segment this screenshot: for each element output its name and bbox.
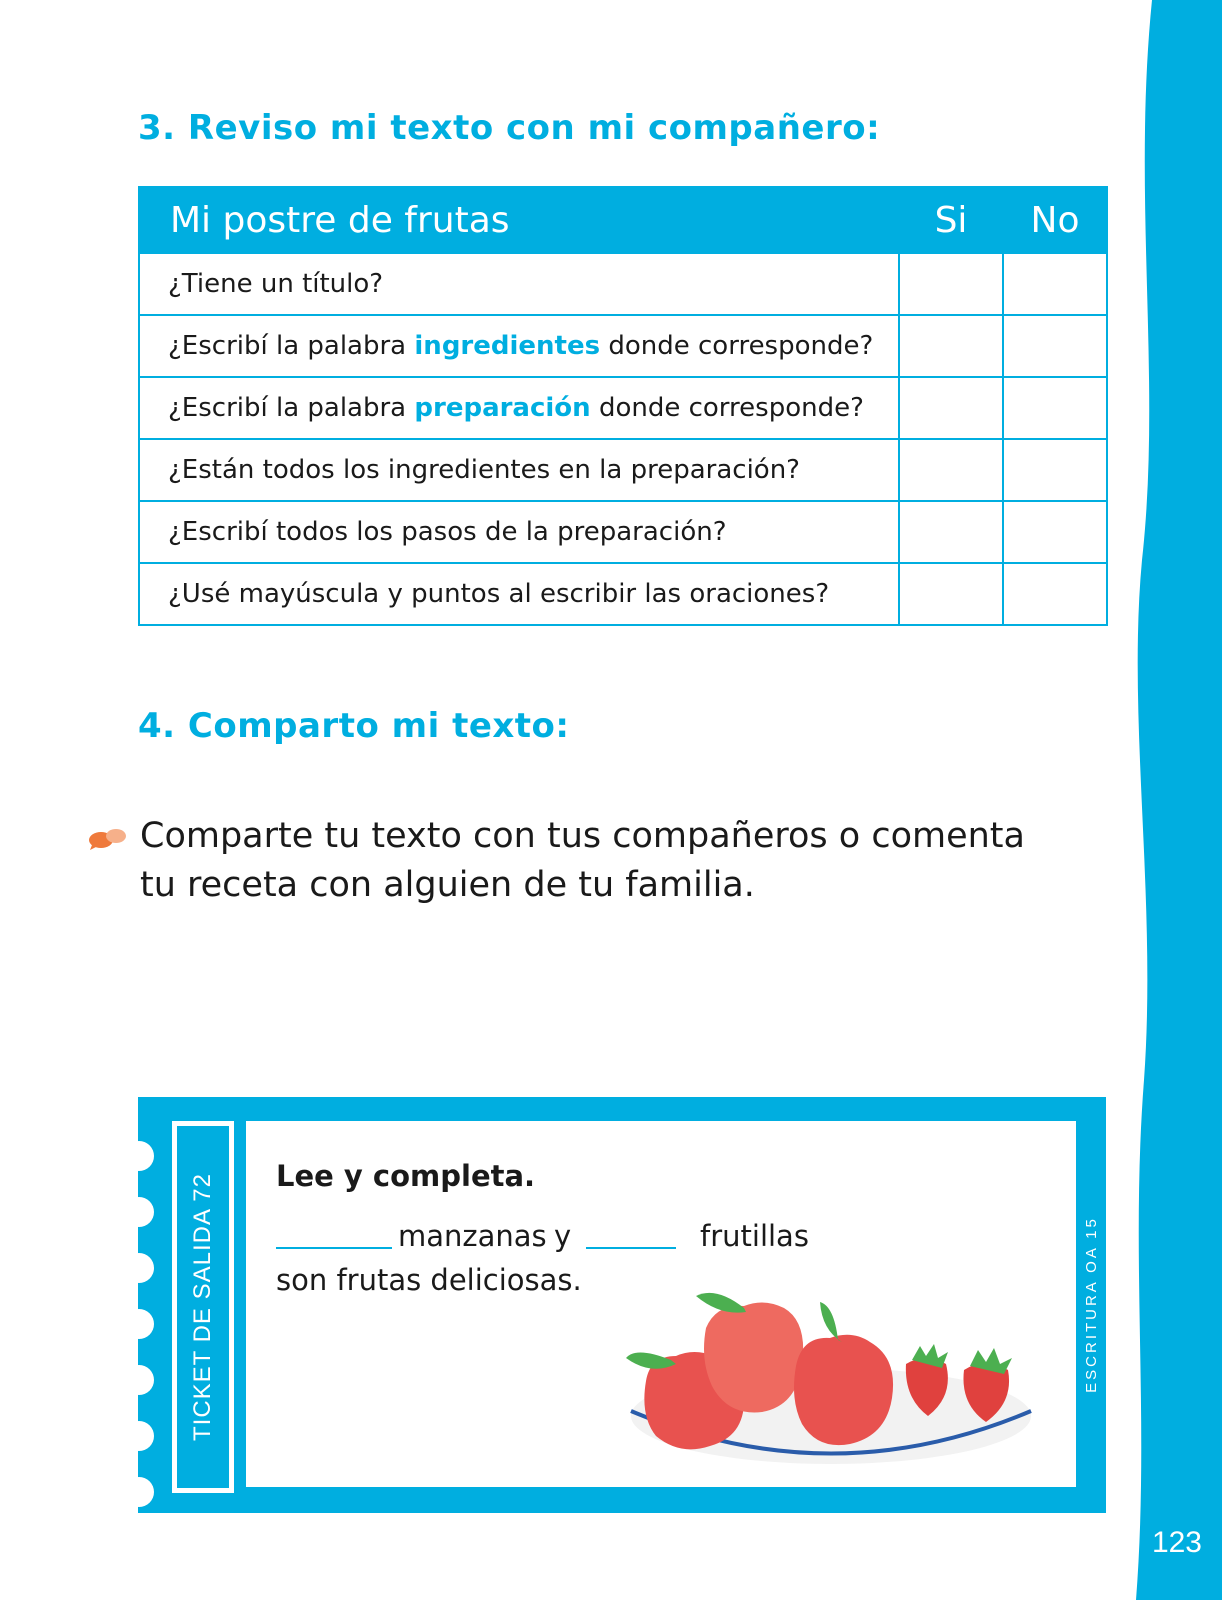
apple-icon — [794, 1302, 893, 1445]
yes-checkbox-cell[interactable] — [899, 377, 1003, 439]
checklist-question: ¿Escribí la palabra ingredientes donde corresponde? — [139, 315, 899, 377]
blank-line-1[interactable] — [276, 1247, 392, 1249]
exit-ticket — [138, 1097, 1106, 1513]
page-edge-band — [1122, 0, 1222, 1600]
checklist-question: ¿Están todos los ingredientes en la preparación? — [139, 439, 899, 501]
yes-checkbox-cell[interactable] — [899, 439, 1003, 501]
review-checklist-table — [138, 186, 1108, 626]
table-row — [139, 563, 1107, 625]
page-number: 123 — [1151, 1526, 1202, 1559]
yes-checkbox-cell[interactable] — [899, 563, 1003, 625]
no-checkbox-cell[interactable] — [1003, 315, 1107, 377]
ticket-perforation — [124, 1141, 154, 1533]
ticket-instruction: Lee y completa. — [276, 1159, 536, 1193]
no-checkbox-cell[interactable] — [1003, 253, 1107, 315]
table-row — [139, 315, 1107, 377]
blank-line-2[interactable] — [586, 1247, 676, 1249]
share-instruction: Comparte tu texto con tus compañeros o comenta tu receta con alguien de tu familia. — [140, 816, 1025, 905]
checklist-header-row — [139, 187, 1107, 253]
speech-bubbles-icon — [88, 826, 128, 850]
yes-checkbox-cell[interactable] — [899, 253, 1003, 315]
word-y: y — [554, 1219, 572, 1253]
yes-checkbox-cell[interactable] — [899, 501, 1003, 563]
word-frutillas: frutillas — [700, 1219, 809, 1253]
no-checkbox-cell[interactable] — [1003, 377, 1107, 439]
word-manzanas: manzanas — [398, 1219, 547, 1253]
table-row — [139, 439, 1107, 501]
checklist-question: ¿Tiene un título? — [139, 253, 899, 315]
fruit-bowl-illustration — [616, 1286, 1036, 1486]
yes-checkbox-cell[interactable] — [899, 315, 1003, 377]
checklist-header-title: Mi postre de frutas — [139, 187, 899, 253]
checklist-header-no: No — [1003, 187, 1107, 253]
ticket-oa-label: ESCRITURA OA 15 — [1082, 1215, 1100, 1393]
ticket-side-label: TICKET DE SALIDA 72 — [189, 1173, 216, 1441]
ticket-content — [246, 1121, 1076, 1487]
no-checkbox-cell[interactable] — [1003, 501, 1107, 563]
no-checkbox-cell[interactable] — [1003, 563, 1107, 625]
checklist-question: ¿Escribí la palabra preparación donde corresponde? — [139, 377, 899, 439]
table-row — [139, 501, 1107, 563]
checklist-header-yes: Si — [899, 187, 1003, 253]
section-3-title: 3. Reviso mi texto con mi compañero: — [138, 108, 881, 148]
ticket-sentence-end: son frutas deliciosas. — [276, 1263, 582, 1297]
table-row — [139, 377, 1107, 439]
table-row — [139, 253, 1107, 315]
section-4-title: 4. Comparto mi texto: — [138, 706, 570, 746]
no-checkbox-cell[interactable] — [1003, 439, 1107, 501]
checklist-question: ¿Escribí todos los pasos de la preparación? — [139, 501, 899, 563]
checklist-question: ¿Usé mayúscula y puntos al escribir las oraciones? — [139, 563, 899, 625]
